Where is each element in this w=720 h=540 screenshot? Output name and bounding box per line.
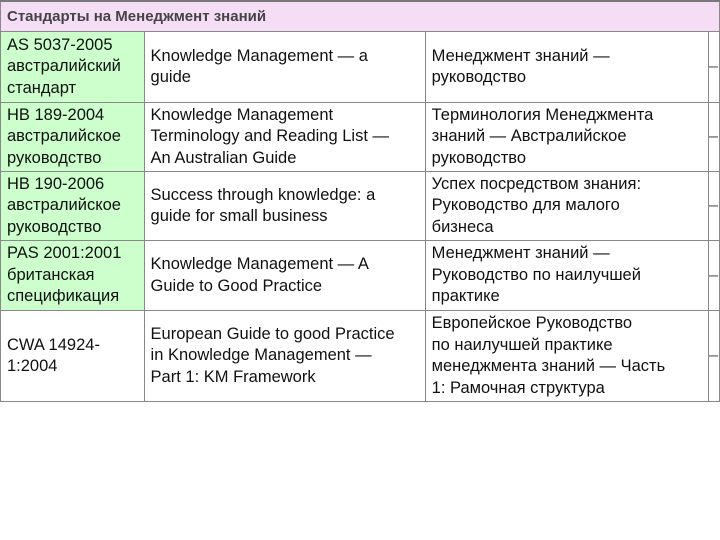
extra-dash: – [708,127,718,146]
russian-title-cell [425,172,708,241]
english-title-cell [144,241,425,311]
russian-title-cell [425,32,708,103]
english-line: Knowledge Management — A [150,255,369,273]
english-line: guide for small business [150,207,328,225]
english-line: Part 1: KM Framework [150,367,316,386]
code-line: HB 189-2004 [7,105,105,124]
code-line: спецификация [7,287,120,306]
table-title: Стандарты на Менеджмент знаний [1,1,720,32]
code-line: 1:2004 [7,357,58,375]
russian-line: Руководство для малого [431,196,620,215]
extra-cell [708,172,719,241]
english-line: in Knowledge Management — [150,346,372,365]
russian-line: руководство [431,68,527,86]
code-line: стандарт [7,78,77,97]
english-line: Knowledge Management [150,105,334,124]
code-line: PAS 2001:2001 [7,244,122,263]
standard-code-cell [1,172,145,241]
english-line: Success through knowledge: a [150,185,376,204]
extra-dash: – [708,196,718,215]
code-line: австралийское [7,196,121,215]
standard-code-cell [1,241,145,311]
table-row [1,311,720,402]
russian-line: Успех посредством знания: [431,174,642,193]
russian-line: руководство [431,148,527,167]
russian-line: Терминология Менеджмента [431,105,654,124]
russian-line: Руководство по наилучшей [431,265,641,284]
russian-line: Европейское Руководство [431,314,633,332]
table-row [1,172,720,241]
english-line: Knowledge Management — a [150,46,368,65]
extra-dash: – [708,57,718,76]
standard-code-cell [1,311,145,402]
russian-line: практике [431,287,500,306]
extra-cell [708,241,719,311]
code-line: AS 5037-2005 [7,35,113,54]
code-line: руководство [7,148,102,167]
russian-line: Менеджмент знаний — [431,46,610,65]
russian-line: 1: Рамочная структура [431,378,605,397]
english-title-cell [144,103,425,172]
russian-line: бизнеса [431,217,494,236]
english-line: Guide to Good Practice [150,276,323,295]
standard-code-cell [1,32,145,103]
extra-dash: – [708,346,718,365]
code-line: австралийский [7,57,121,76]
russian-line: менеджмента знаний — Часть [431,357,666,375]
extra-cell [708,32,719,103]
russian-title-cell [425,311,708,402]
table-row [1,241,720,311]
russian-line: по наилучшей практике [431,335,613,354]
table-row [1,103,720,172]
russian-title-cell [425,103,708,172]
english-line: guide [150,68,191,86]
russian-line: Менеджмент знаний — [431,244,610,263]
english-title-cell [144,311,425,402]
extra-cell [708,103,719,172]
russian-title-cell [425,241,708,311]
extra-cell [708,311,719,402]
russian-line: знаний — Австралийское [431,127,627,146]
table-row [1,32,720,103]
english-line: European Guide to good Practice [150,324,395,343]
english-title-cell [144,32,425,103]
code-line: австралийское [7,127,121,146]
code-line: CWA 14924- [7,335,100,354]
table-title-row [1,1,720,32]
code-line: руководство [7,217,102,236]
english-title-cell [144,172,425,241]
code-line: британская [7,265,95,284]
english-line: An Australian Guide [150,148,297,167]
english-line: Terminology and Reading List — [150,127,390,146]
code-line: HB 190-2006 [7,174,105,193]
standard-code-cell [1,103,145,172]
extra-dash: – [708,265,718,284]
